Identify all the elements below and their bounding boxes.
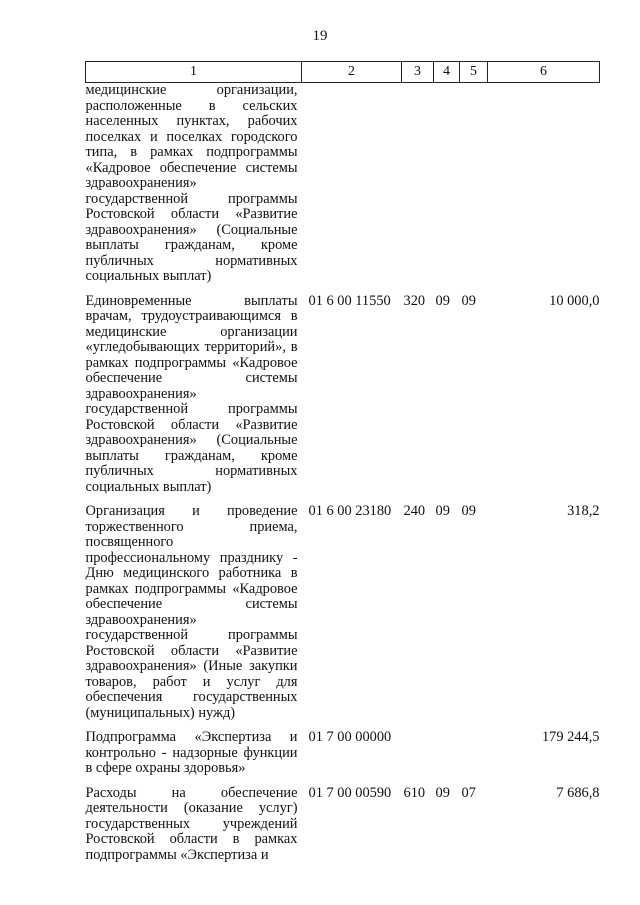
table-row bbox=[86, 504, 600, 730]
row-code bbox=[302, 83, 402, 294]
row-subsection: 09 bbox=[461, 503, 476, 519]
row-subsection bbox=[460, 83, 488, 294]
header-row bbox=[86, 62, 600, 83]
row-type: 240 bbox=[403, 503, 426, 519]
row-code: 01 6 00 11550 bbox=[308, 292, 391, 309]
row-amount: 7 686,8 bbox=[556, 784, 600, 801]
table-row bbox=[86, 730, 600, 786]
row-amount: 10 000,0 bbox=[549, 292, 600, 309]
row-section: 09 bbox=[435, 784, 450, 801]
row-subsection bbox=[460, 730, 488, 786]
row-section: 09 bbox=[435, 503, 450, 519]
row-amount bbox=[488, 83, 600, 294]
table-row bbox=[86, 294, 600, 505]
table-row bbox=[86, 786, 600, 873]
row-section bbox=[434, 83, 460, 294]
row-description: медицинские организации, расположенные в сельских населенных пунктах, рабочих поселках и поселках городского типа, в рамках подпрограммы «Кадровое обеспечение системы здравоохранения» государственной программы Ростовской области «Развитие здравоохранения» (Социальные выплаты гражданам, кроме публичных нормативных социальных выплат) bbox=[85, 82, 298, 284]
row-subsection: 09 bbox=[461, 292, 476, 309]
row-amount: 179 244,5 bbox=[541, 729, 600, 745]
column-header-3: 3 bbox=[402, 62, 434, 83]
row-type: 610 bbox=[403, 784, 426, 801]
table-row bbox=[86, 83, 600, 294]
row-description: Подпрограмма «Экспертиза и контрольно - надзорные функции в сфере охраны здоровья» bbox=[85, 729, 298, 776]
row-code: 01 6 00 23180 bbox=[308, 503, 392, 519]
row-type bbox=[402, 83, 434, 294]
row-code: 01 7 00 00000 bbox=[308, 729, 392, 745]
row-type bbox=[402, 730, 434, 786]
page-number: 19 bbox=[312, 28, 328, 44]
column-header-4: 4 bbox=[434, 62, 460, 83]
budget-table bbox=[85, 61, 600, 872]
row-subsection: 07 bbox=[461, 784, 476, 801]
row-amount: 318,2 bbox=[567, 503, 600, 519]
row-code: 01 7 00 00590 bbox=[308, 784, 392, 801]
row-description: Единовременные выплаты врачам, трудоустраивающимся в медицинские организации «угледобывающих территорий», в рамках подпрограммы «Кадровое обеспечение системы здравоохранения» государственной программы Ростовской области «Развитие здравоохранения» (Социальные выплаты гражданам, кроме публичных нормативных социальных выплат) bbox=[85, 292, 298, 495]
row-section bbox=[434, 730, 460, 786]
column-header-5: 5 bbox=[460, 62, 488, 83]
table-header bbox=[86, 62, 600, 83]
column-header-1: 1 bbox=[86, 62, 302, 83]
column-header-2: 2 bbox=[302, 62, 402, 83]
row-description: Организация и проведение торжественного приема, посвященного профессиональному празднику - Дню медицинского работника в рамках подпрограммы «Кадровое обеспечение системы здравоохранения» государственной программы Ростовской области «Развитие здравоохранения» (Иные закупки товаров, работ и услуг для обеспечения государственных (муниципальных) нужд) bbox=[85, 503, 298, 721]
row-section: 09 bbox=[435, 292, 450, 309]
column-header-6: 6 bbox=[488, 62, 600, 83]
row-type: 320 bbox=[403, 292, 426, 309]
row-description: Расходы на обеспечение деятельности (оказание услуг) государственных учреждений Ростовской области в рамках подпрограммы «Экспертиза и bbox=[85, 784, 298, 863]
